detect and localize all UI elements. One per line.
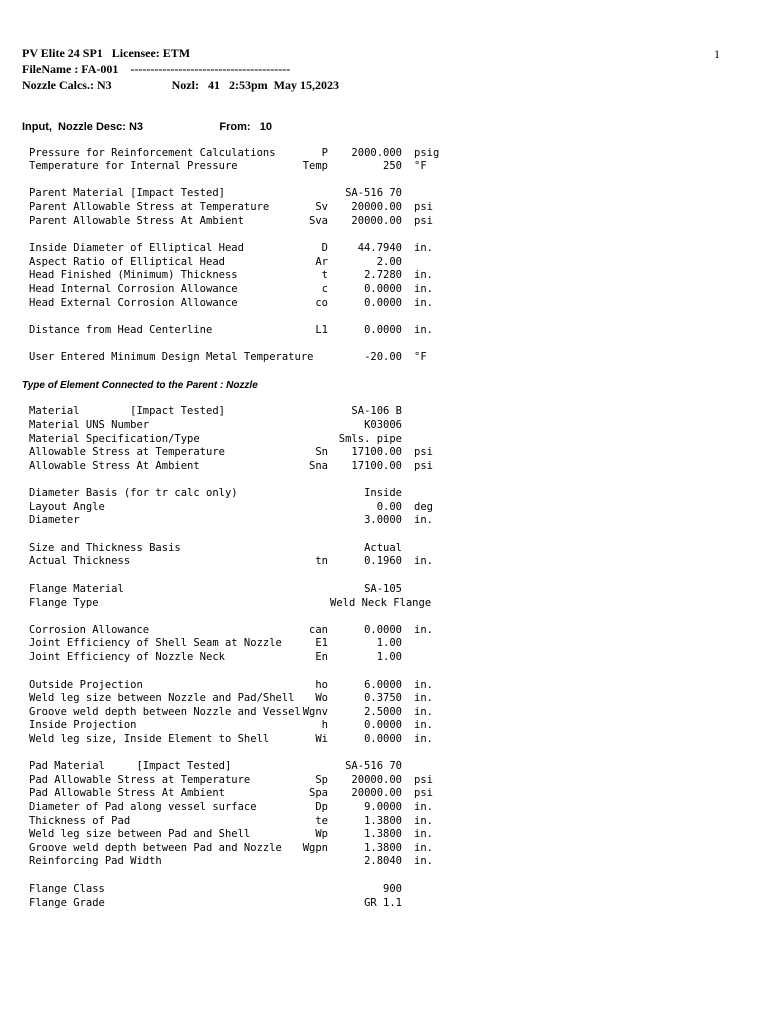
row-unit: in. [414, 855, 433, 867]
table-row [0, 187, 768, 200]
type-of-element-heading: Type of Element Connected to the Parent : Nozzle [22, 380, 258, 391]
row-unit: deg [414, 501, 433, 513]
table-row [0, 597, 768, 610]
row-value: Inside [364, 487, 402, 499]
row-label: Head External Corrosion Allowance [29, 297, 238, 309]
table-row [0, 555, 768, 568]
row-value: GR 1.1 [364, 897, 402, 909]
row-unit: in. [414, 679, 433, 691]
row-symbol: D [321, 242, 328, 254]
row-unit: psig [414, 147, 440, 159]
row-symbol: Spa [309, 787, 328, 799]
row-unit: in. [414, 828, 433, 840]
table-row [0, 760, 768, 773]
row-label: Aspect Ratio of Elliptical Head [29, 256, 225, 268]
row-value: 20000.00 [351, 787, 402, 799]
row-value: 9.0000 [364, 801, 402, 813]
row-unit: in. [414, 692, 433, 704]
input-nozzle-desc-line: Input, Nozzle Desc: N3 From: 10 [22, 121, 272, 133]
row-label: Inside Projection [29, 719, 137, 731]
table-row [0, 883, 768, 896]
row-label: Reinforcing Pad Width [29, 855, 162, 867]
row-label: Pressure for Reinforcement Calculations [29, 147, 276, 159]
row-value: 0.1960 [364, 555, 402, 567]
row-value: 1.3800 [364, 828, 402, 840]
row-label: Parent Material [Impact Tested] [29, 187, 225, 199]
row-symbol: can [309, 624, 328, 636]
row-label: Material [Impact Tested] [29, 405, 225, 417]
row-label: Actual Thickness [29, 555, 131, 567]
row-label: Corrosion Allowance [29, 624, 150, 636]
table-row [0, 542, 768, 555]
row-value: 0.00 [376, 501, 402, 513]
row-symbol: P [321, 147, 328, 159]
table-row [0, 583, 768, 596]
table-row [0, 842, 768, 855]
row-unit: in. [414, 242, 433, 254]
table-row [0, 719, 768, 732]
row-value: K03006 [364, 419, 402, 431]
row-label: Diameter [29, 514, 80, 526]
table-row [0, 692, 768, 705]
table-row [0, 624, 768, 637]
row-label: Weld leg size between Pad and Shell [29, 828, 251, 840]
row-unit: psi [414, 460, 433, 472]
row-value: -20.00 [364, 351, 402, 363]
table-row [0, 733, 768, 746]
row-value: 20000.00 [351, 215, 402, 227]
row-label: Weld leg size, Inside Element to Shell [29, 733, 270, 745]
row-label: Flange Type [29, 597, 99, 609]
row-value: 6.0000 [364, 679, 402, 691]
row-label: Thickness of Pad [29, 815, 131, 827]
row-unit: psi [414, 446, 433, 458]
row-value: 0.0000 [364, 624, 402, 636]
table-row [0, 828, 768, 841]
row-value: 1.3800 [364, 815, 402, 827]
table-row [0, 269, 768, 282]
row-value: 0.0000 [364, 733, 402, 745]
row-value: 20000.00 [351, 201, 402, 213]
row-value: 0.0000 [364, 283, 402, 295]
table-row [0, 433, 768, 446]
report-header-line-3: Nozzle Calcs.: N3 Nozl: 41 2:53pm May 15,2023 [22, 78, 339, 92]
row-unit: °F [414, 160, 427, 172]
row-label: Allowable Stress at Temperature [29, 446, 225, 458]
row-value: SA-105 [364, 583, 402, 595]
row-symbol: Wgpn [302, 842, 328, 854]
row-value: 44.7940 [357, 242, 402, 254]
row-symbol: Sn [315, 446, 328, 458]
row-symbol: Wo [315, 692, 328, 704]
table-row [0, 637, 768, 650]
row-unit: in. [414, 733, 433, 745]
table-row [0, 815, 768, 828]
row-label: Diameter of Pad along vessel surface [29, 801, 257, 813]
report-header-line-2: FileName : FA-001 ---------------------------------------- [22, 62, 291, 76]
row-unit: °F [414, 351, 427, 363]
table-row [0, 706, 768, 719]
row-label: Temperature for Internal Pressure [29, 160, 238, 172]
row-symbol: E1 [315, 637, 328, 649]
table-row [0, 351, 768, 364]
row-value: 0.0000 [364, 719, 402, 731]
table-row [0, 460, 768, 473]
row-symbol: Wp [315, 828, 328, 840]
row-value: 0.0000 [364, 324, 402, 336]
row-label: Parent Allowable Stress At Ambient [29, 215, 244, 227]
row-unit: psi [414, 201, 433, 213]
row-unit: in. [414, 815, 433, 827]
page-number: 1 [714, 47, 720, 61]
row-label: Groove weld depth between Nozzle and Vessel [29, 706, 301, 718]
row-value: 900 [383, 883, 402, 895]
row-label: Material UNS Number [29, 419, 150, 431]
row-unit: in. [414, 297, 433, 309]
row-unit: psi [414, 787, 433, 799]
table-row [0, 446, 768, 459]
row-unit: psi [414, 774, 433, 786]
row-unit: in. [414, 514, 433, 526]
row-value: 1.00 [376, 651, 402, 663]
row-unit: in. [414, 801, 433, 813]
row-label: Joint Efficiency of Nozzle Neck [29, 651, 225, 663]
row-label: Groove weld depth between Pad and Nozzle [29, 842, 282, 854]
row-symbol: t [321, 269, 328, 281]
row-label: Flange Material [29, 583, 124, 595]
row-symbol: Wi [315, 733, 328, 745]
row-value: 2000.000 [351, 147, 402, 159]
row-label: Pad Allowable Stress at Temperature [29, 774, 251, 786]
row-symbol: te [315, 815, 328, 827]
table-row [0, 147, 768, 160]
row-symbol: ho [315, 679, 328, 691]
table-row [0, 774, 768, 787]
row-symbol: Sv [315, 201, 328, 213]
report-header-line-1: PV Elite 24 SP1 Licensee: ETM [22, 46, 191, 60]
row-label: User Entered Minimum Design Metal Temperature [29, 351, 314, 363]
row-value: Smls. pipe [338, 433, 402, 445]
table-row [0, 897, 768, 910]
table-row [0, 324, 768, 337]
row-value: 20000.00 [351, 774, 402, 786]
row-label: Flange Grade [29, 897, 105, 909]
table-row [0, 514, 768, 527]
row-unit: in. [414, 555, 433, 567]
row-label: Flange Class [29, 883, 105, 895]
row-label: Inside Diameter of Elliptical Head [29, 242, 244, 254]
row-unit: in. [414, 624, 433, 636]
row-value: 17100.00 [351, 460, 402, 472]
row-value: 0.0000 [364, 297, 402, 309]
row-symbol: Dp [315, 801, 328, 813]
row-value: 250 [383, 160, 402, 172]
table-row [0, 242, 768, 255]
row-unit: in. [414, 842, 433, 854]
row-value: SA-106 B [351, 405, 402, 417]
table-row [0, 501, 768, 514]
row-label: Distance from Head Centerline [29, 324, 213, 336]
row-symbol: Temp [302, 160, 328, 172]
table-row [0, 801, 768, 814]
row-unit: in. [414, 269, 433, 281]
row-value: 2.5000 [364, 706, 402, 718]
row-symbol: Sna [309, 460, 328, 472]
row-value: 1.00 [376, 637, 402, 649]
table-row [0, 283, 768, 296]
row-value: SA-516 70 [345, 187, 402, 199]
row-label: Head Finished (Minimum) Thickness [29, 269, 238, 281]
row-value: 0.3750 [364, 692, 402, 704]
row-label: Material Specification/Type [29, 433, 200, 445]
row-symbol: Ar [315, 256, 328, 268]
row-unit: in. [414, 283, 433, 295]
row-label: Outside Projection [29, 679, 143, 691]
row-symbol: c [321, 283, 328, 295]
table-row [0, 679, 768, 692]
table-row [0, 160, 768, 173]
table-row [0, 651, 768, 664]
row-value: 2.7280 [364, 269, 402, 281]
table-row [0, 215, 768, 228]
table-row [0, 201, 768, 214]
row-label: Layout Angle [29, 501, 105, 513]
row-value: Weld Neck Flange [330, 597, 432, 609]
row-label: Pad Allowable Stress At Ambient [29, 787, 225, 799]
table-row [0, 487, 768, 500]
table-row [0, 787, 768, 800]
row-label: Head Internal Corrosion Allowance [29, 283, 238, 295]
row-symbol: co [315, 297, 328, 309]
row-label: Size and Thickness Basis [29, 542, 181, 554]
row-unit: psi [414, 215, 433, 227]
row-value: 2.00 [376, 256, 402, 268]
row-symbol: tn [315, 555, 328, 567]
table-row [0, 256, 768, 269]
row-label: Joint Efficiency of Shell Seam at Nozzle [29, 637, 282, 649]
row-label: Weld leg size between Nozzle and Pad/Shell [29, 692, 295, 704]
row-value: SA-516 70 [345, 760, 402, 772]
table-row [0, 405, 768, 418]
row-unit: in. [414, 324, 433, 336]
row-symbol: Sp [315, 774, 328, 786]
row-label: Parent Allowable Stress at Temperature [29, 201, 270, 213]
row-symbol: L1 [315, 324, 328, 336]
row-value: 2.8040 [364, 855, 402, 867]
table-row [0, 855, 768, 868]
row-unit: in. [414, 719, 433, 731]
row-symbol: h [321, 719, 328, 731]
row-label: Allowable Stress At Ambient [29, 460, 200, 472]
row-label: Pad Material [Impact Tested] [29, 760, 232, 772]
row-value: Actual [364, 542, 402, 554]
row-unit: in. [414, 706, 433, 718]
table-row [0, 419, 768, 432]
row-value: 1.3800 [364, 842, 402, 854]
row-symbol: Wgnv [302, 706, 328, 718]
row-symbol: En [315, 651, 328, 663]
row-label: Diameter Basis (for tr calc only) [29, 487, 238, 499]
table-row [0, 297, 768, 310]
row-symbol: Sva [309, 215, 328, 227]
row-value: 17100.00 [351, 446, 402, 458]
row-value: 3.0000 [364, 514, 402, 526]
